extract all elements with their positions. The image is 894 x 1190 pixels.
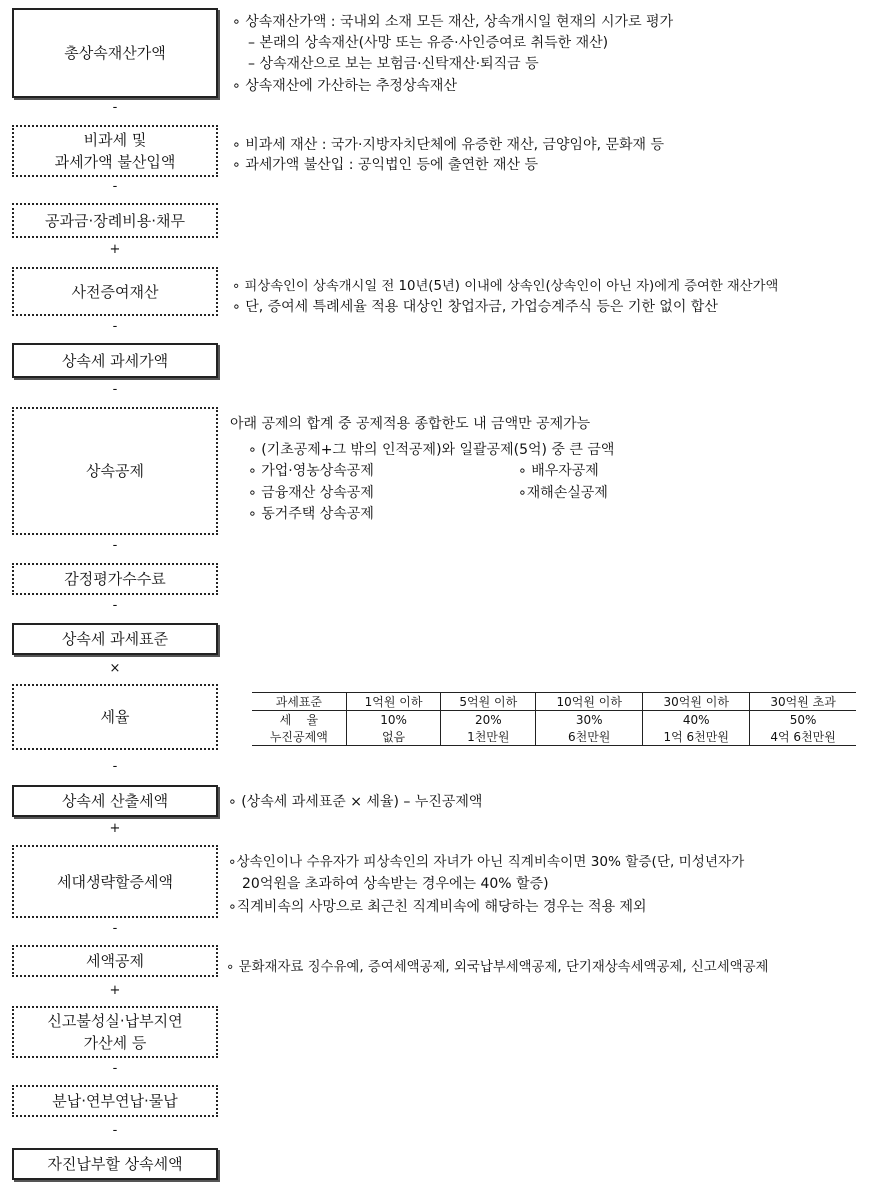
note-deduction-item: ∘ 동거주택 상속공제 — [248, 506, 374, 522]
step-label: 감정평가수수료 — [64, 570, 166, 588]
note-total-3: – 상속재산으로 보는 보험금·신탁재산·퇴직금 등 — [248, 56, 539, 72]
operator: - — [112, 759, 118, 774]
step-label: 공과금·장례비용·채무 — [45, 211, 185, 230]
step-tax-base — [12, 623, 218, 655]
table-row-label: 과세표준 — [252, 693, 346, 711]
note-nontax-1: ∘ 비과세 재산 : 국가·지방자치단체에 유증한 재산, 금양임야, 문화재 등 — [232, 137, 665, 153]
operator: - — [112, 538, 118, 553]
step-label: 상속공제 — [86, 462, 144, 480]
step-label: 상속세 과세가액 — [61, 351, 169, 370]
table-cell: 30억원 이하 — [643, 693, 750, 711]
step-total-estate — [12, 8, 218, 98]
table-cell: 없음 — [346, 728, 441, 746]
step-appraisal-fee — [12, 563, 218, 595]
step-label: 세대생략할증세액 — [57, 872, 173, 891]
table-cell: 20% — [441, 711, 536, 729]
step-installment-payment — [12, 1085, 218, 1117]
operator: - — [112, 179, 118, 194]
operator: - — [112, 100, 118, 115]
step-nontaxable — [12, 125, 218, 177]
step-label: 분납·연부연납·물납 — [52, 1092, 178, 1110]
step-label: 상속세 과세표준 — [61, 630, 169, 648]
table-row-label: 누진공제액 — [252, 728, 346, 746]
step-label: 총상속재산가액 — [64, 44, 166, 62]
step-computed-tax — [12, 785, 218, 817]
step-taxable-value — [12, 343, 218, 378]
operator: - — [112, 319, 118, 334]
operator: + — [109, 821, 121, 836]
operator: - — [112, 1123, 118, 1138]
step-label: 상속세 산출세액 — [61, 792, 169, 810]
table-cell: 1천만원 — [441, 728, 536, 746]
table-cell: 30% — [536, 711, 643, 729]
step-label: 비과세 및 과세가액 불산입액 — [54, 131, 176, 171]
note-computed: ∘ (상속세 과세표준 × 세율) – 누진공제액 — [228, 794, 483, 810]
note-deduction-item: ∘재해손실공제 — [518, 485, 608, 501]
note-gift-2: ∘ 단, 증여세 특례세율 적용 대상인 창업자금, 가업승계주식 등은 기한 없이 합산 — [232, 299, 718, 315]
step-generation-surcharge — [12, 845, 218, 918]
table-cell: 30억원 초과 — [750, 693, 856, 711]
step-label: 사전증여재산 — [71, 282, 159, 301]
note-total-1: ∘ 상속재산가액 : 국내외 소재 모든 재산, 상속개시일 현재의 시가로 평가 — [232, 14, 674, 30]
note-deduction-item: ∘ 배우자공제 — [518, 463, 599, 479]
step-label: 자진납부할 상속세액 — [47, 1155, 183, 1173]
table-cell: 4억 6천만원 — [750, 728, 856, 746]
note-nontax-2: ∘ 과세가액 불산입 : 공익법인 등에 출연한 재산 등 — [232, 157, 539, 173]
step-label: 신고불성실·납부지연 가산세 등 — [47, 1012, 183, 1052]
operator: - — [112, 1061, 118, 1076]
table-cell: 50% — [750, 711, 856, 729]
note-total-4: ∘ 상속재산에 가산하는 추정상속재산 — [232, 78, 457, 94]
operator: + — [109, 242, 121, 257]
note-gift-1: ∘ 피상속인이 상속개시일 전 10년(5년) 이내에 상속인(상속인이 아닌 자)에게 증여한 재산가액 — [232, 279, 779, 294]
note-surcharge-3: ∘직계비속의 사망으로 최근친 직계비속에 해당하는 경우는 적용 제외 — [228, 899, 647, 915]
note-credit: ∘ 문화재자료 징수유예, 증여세액공제, 외국납부세액공제, 단기재상속세액공제, 신고세액공제 — [226, 960, 769, 975]
table-cell: 1억원 이하 — [346, 693, 441, 711]
table-cell: 10% — [346, 711, 441, 729]
note-surcharge-2: 20억원을 초과하여 상속받는 경우에는 40% 할증) — [242, 876, 549, 892]
step-final-tax-payable — [12, 1148, 218, 1180]
table-cell: 6천만원 — [536, 728, 643, 746]
step-deduction — [12, 407, 218, 535]
operator: - — [112, 921, 118, 936]
operator: - — [112, 382, 118, 397]
note-deduction-item: ∘ 가업·영농상속공제 — [248, 463, 374, 479]
step-tax-rate — [12, 684, 218, 750]
table-cell: 40% — [643, 711, 750, 729]
step-public-charges — [12, 203, 218, 238]
step-prior-gift — [12, 267, 218, 316]
table-cell: 10억원 이하 — [536, 693, 643, 711]
step-label: 세액공제 — [86, 952, 144, 970]
note-surcharge-1: ∘상속인이나 수유자가 피상속인의 자녀가 아닌 직계비속이면 30% 할증(단, 미성년자가 — [228, 854, 745, 870]
table-cell: 5억원 이하 — [441, 693, 536, 711]
step-label: 세율 — [100, 708, 130, 726]
note-total-2: – 본래의 상속재산(사망 또는 유증·사인증여로 취득한 재산) — [248, 35, 609, 51]
step-tax-credit — [12, 945, 218, 977]
note-deduction-item: ∘ (기초공제+그 밖의 인적공제)와 일괄공제(5억) 중 큰 금액 — [248, 442, 615, 458]
note-deduction-item: ∘ 금융재산 상속공제 — [248, 485, 374, 501]
operator: - — [112, 598, 118, 613]
step-penalty-tax — [12, 1006, 218, 1058]
operator: + — [109, 983, 121, 998]
table-row-label: 세 율 — [252, 711, 346, 729]
operator: × — [109, 661, 121, 676]
table-cell: 1억 6천만원 — [643, 728, 750, 746]
tax-rate-table — [252, 692, 856, 746]
note-deduction-intro: 아래 공제의 합계 중 공제적용 종합한도 내 금액만 공제가능 — [230, 416, 591, 432]
